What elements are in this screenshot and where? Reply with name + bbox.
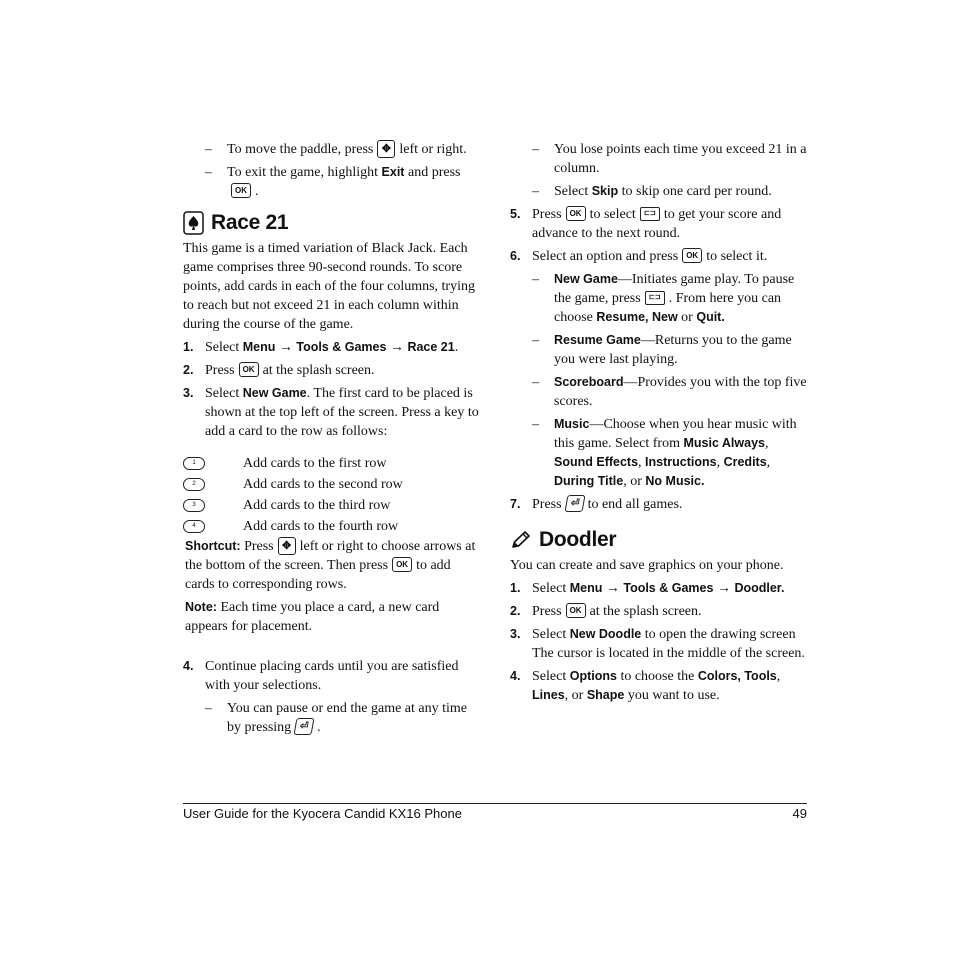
page-number: 49 (792, 806, 807, 821)
menu-term: Colors, Tools (697, 669, 777, 683)
step-2 (183, 361, 483, 380)
menu-term: Instructions (645, 455, 717, 469)
doodler-step-2 (510, 602, 810, 621)
card-row (183, 474, 483, 495)
text: Press (205, 363, 235, 378)
step-3 (183, 384, 483, 441)
text: left or right. (399, 142, 467, 157)
number-key-4-icon: 4 (183, 520, 205, 533)
text: —Provides you with the top five scores. (554, 375, 807, 409)
menu-term: Scoreboard (554, 375, 624, 389)
text: to select it. (706, 249, 768, 264)
text: Select (554, 184, 589, 199)
step-number: 4. (183, 659, 194, 673)
text: —Returns you to the game you were last playing. (554, 333, 792, 367)
number-key-2-icon: 2 (183, 478, 205, 491)
text: Press (532, 497, 562, 512)
race-intro: This game is a timed variation of Black Jack. Each game comprises three 90-second rounds. To score points, add cards in each of the four columns, trying to reach but not exceed 21 in each column within during the course of the game. (183, 241, 475, 332)
text: and press (407, 165, 461, 180)
card-row-label: Add cards to the fourth row (243, 519, 399, 534)
card-key-table (183, 453, 483, 537)
card-row-label: Add cards to the second row (243, 477, 403, 492)
text: Select (532, 627, 567, 642)
nav-key-icon: ✥ (278, 537, 296, 555)
text: Each time you place a card, a new card appears for placement. (185, 600, 440, 634)
page-footer (183, 803, 807, 821)
step-5 (510, 205, 810, 243)
doodler-step-1 (510, 579, 810, 598)
step-number: 3. (510, 627, 521, 641)
text: to get your score and advance to the next round. (532, 207, 782, 241)
step-4 (183, 657, 483, 695)
right-column (510, 140, 810, 709)
menu-term: Race 21 (407, 340, 455, 354)
text: at the splash screen. (262, 363, 375, 378)
bullet-move-paddle (183, 140, 483, 159)
text: , (776, 669, 781, 684)
nav-key-icon: ✥ (377, 140, 395, 158)
menu-term: During Title (554, 474, 624, 488)
note-label: Note: (185, 600, 217, 614)
text: Select (205, 386, 240, 401)
end-key-icon: ⏎ (564, 495, 585, 512)
ok-key-icon: OK (392, 557, 412, 572)
doodler-step-3 (510, 625, 810, 663)
ok-key-icon: OK (231, 183, 251, 198)
text: , (766, 455, 771, 470)
text: Select (532, 581, 567, 596)
race-21-heading (183, 211, 483, 235)
arrow: → (389, 340, 404, 355)
step-number: 3. (183, 386, 194, 400)
text: , or (623, 474, 642, 489)
ok-key-icon: OK (682, 248, 702, 263)
option-resume-game (510, 331, 810, 369)
text: to end all games. (587, 497, 683, 512)
text: —Choose when you hear music with this game. Select from (554, 417, 797, 451)
left-column (183, 140, 483, 741)
step-6 (510, 247, 810, 266)
ok-key-icon: OK (566, 206, 586, 221)
menu-term: Lines (532, 688, 565, 702)
menu-term: Resume Game (554, 333, 641, 347)
shortcut-note (183, 537, 483, 594)
card-row-label: Add cards to the third row (243, 498, 391, 513)
menu-term: Doodler. (734, 581, 785, 595)
card-row-label: Add cards to the first row (243, 456, 387, 471)
text: left or right to choose arrows at the bottom of the screen. Then press (185, 539, 476, 573)
doodler-heading (510, 528, 810, 552)
ok-key-icon: OK (566, 603, 586, 618)
menu-term: Sound Effects (554, 455, 639, 469)
text: , (716, 455, 721, 470)
footer-title: User Guide for the Kyocera Candid KX16 Phone (183, 806, 462, 821)
text: Select an option and press (532, 249, 679, 264)
menu-term: Options (569, 669, 617, 683)
doodler-step-4 (510, 667, 810, 705)
text: . From here you can choose (554, 291, 782, 325)
menu-term: Quit. (696, 310, 725, 324)
step-number: 6. (510, 249, 521, 263)
text: to choose the (620, 669, 695, 684)
bullet-lose-points: – You lose points each time you exceed 21 in a column. (510, 140, 810, 178)
step-number: 2. (183, 363, 194, 377)
option-music (510, 415, 810, 491)
menu-term: No Music. (645, 474, 705, 488)
menu-term: Music Always (683, 436, 765, 450)
bullet-skip (510, 182, 810, 201)
bullet-pause-game (183, 699, 483, 737)
menu-term: Shape (586, 688, 625, 702)
option-new-game (510, 270, 810, 327)
menu-term: New Game (554, 272, 618, 286)
text: You can pause or end the game at any time by pressing (227, 701, 468, 735)
step-number: 4. (510, 669, 521, 683)
end-key-icon: ⏎ (294, 718, 315, 735)
card-row (183, 495, 483, 516)
text: , or (564, 688, 584, 703)
menu-term: Menu (242, 340, 276, 354)
text: to open the drawing screen The cursor is located in the middle of the screen. (532, 627, 805, 661)
menu-term: Exit (381, 165, 405, 179)
text: at the splash screen. (589, 604, 702, 619)
option-scoreboard (510, 373, 810, 411)
text: . (454, 340, 459, 355)
text: Press (244, 539, 274, 554)
text: or (681, 310, 693, 325)
menu-term: Credits (723, 455, 767, 469)
menu-term: Tools & Games (296, 340, 387, 354)
step-number: 2. (510, 604, 521, 618)
text: Press (532, 207, 562, 222)
text: Continue placing cards until you are satisfied with your selections. (205, 659, 459, 693)
arrow: → (278, 340, 293, 355)
doodler-intro: You can create and save graphics on your phone. (510, 558, 784, 573)
number-key-1-icon: 1 (183, 457, 205, 470)
text: to add cards to corresponding rows. (185, 558, 451, 592)
spade-card-icon (183, 211, 204, 235)
section-title: Race 21 (211, 211, 289, 234)
placement-note (183, 598, 483, 636)
text: . (255, 184, 259, 199)
card-row (183, 516, 483, 537)
bullet-exit-game (183, 163, 483, 201)
text: Select (532, 669, 567, 684)
card-row (183, 453, 483, 474)
step-number: 5. (510, 207, 521, 221)
text: Select (205, 340, 240, 355)
text: To exit the game, highlight (227, 165, 379, 180)
step-number: 1. (183, 340, 194, 354)
menu-term: New Doodle (569, 627, 642, 641)
step-number: 1. (510, 581, 521, 595)
menu-term: Skip (591, 184, 619, 198)
step-1 (183, 338, 483, 357)
ok-key-icon: OK (239, 362, 259, 377)
text: To move the paddle, press (227, 142, 374, 157)
section-title: Doodler (539, 528, 617, 551)
menu-term: Tools & Games (623, 581, 714, 595)
text: , (764, 436, 769, 451)
text: —Initiates game play. To pause the game, press (554, 272, 795, 306)
note-label: Shortcut: (185, 539, 241, 553)
text: you want to use. (627, 688, 720, 703)
text: Press (532, 604, 562, 619)
soft-key-icon: ⊏⊐ (640, 207, 660, 221)
text: , (638, 455, 642, 470)
text: to select (589, 207, 636, 222)
pencil-icon (510, 530, 532, 550)
arrow: → (605, 581, 620, 596)
text: to skip one card per round. (621, 184, 772, 199)
step-number: 7. (510, 497, 521, 511)
step-7 (510, 495, 810, 514)
menu-term: Music (554, 417, 590, 431)
number-key-3-icon: 3 (183, 499, 205, 512)
menu-term: Menu (569, 581, 603, 595)
text: . The first card to be placed is shown at the top left of the screen. Press a key to add a card to the row as follows: (205, 386, 479, 439)
arrow: → (716, 581, 731, 596)
soft-key-icon: ⊏⊐ (645, 291, 665, 305)
menu-term: Resume, New (596, 310, 678, 324)
text: . (317, 720, 321, 735)
menu-term: New Game (242, 386, 307, 400)
